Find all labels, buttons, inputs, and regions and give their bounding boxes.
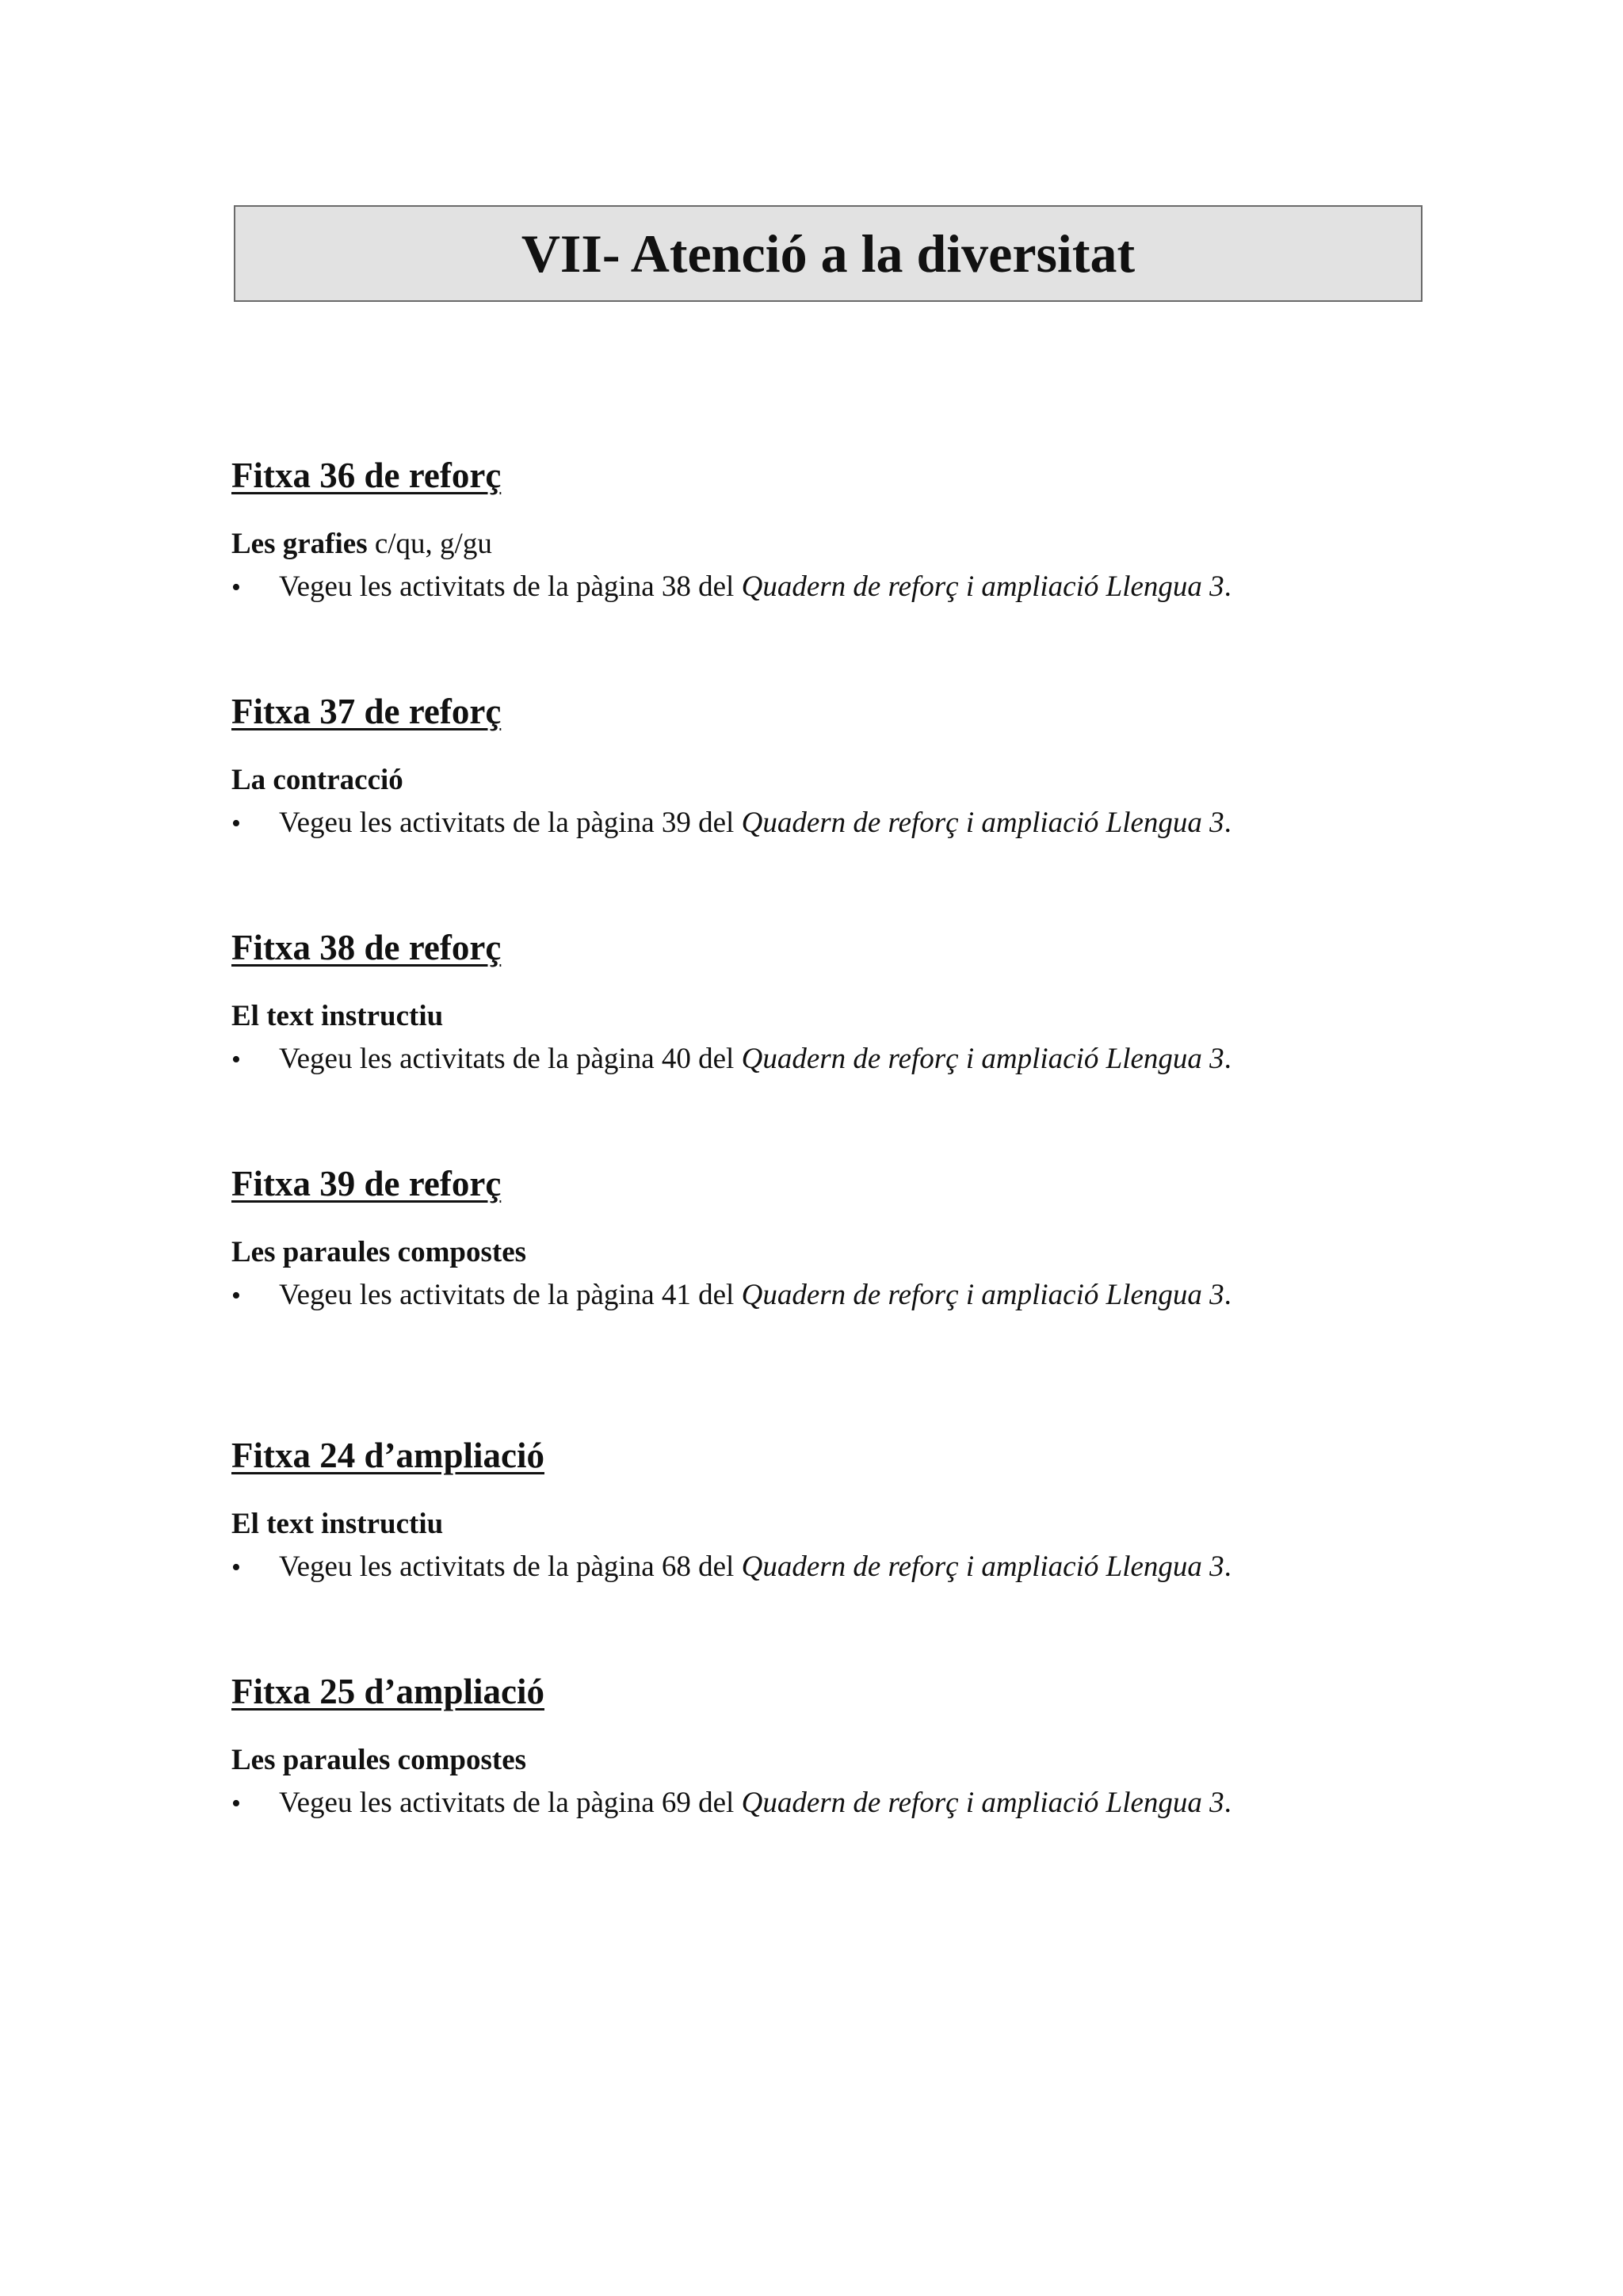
activity-bullet (231, 1042, 1468, 1077)
topic-bold: Les grafies (231, 527, 368, 560)
chapter-title: VII- Atenció a la diversitat (521, 223, 1136, 284)
chapter-title-box (234, 205, 1423, 302)
fitxa-topic (231, 1235, 1468, 1270)
bullet-text (279, 1042, 1232, 1077)
bullet-icon: • (231, 1281, 241, 1311)
bullet-suffix: . (1224, 807, 1232, 840)
fitxa-topic (231, 1743, 1468, 1778)
fitxa-heading: Fitxa 37 de reforç (231, 692, 502, 731)
activity-bullet (231, 1550, 1468, 1585)
fitxa-topic (231, 763, 1468, 798)
bullet-text (279, 570, 1232, 605)
bullet-suffix: . (1224, 1787, 1232, 1820)
bullet-text (279, 806, 1232, 841)
bullet-icon: • (231, 573, 241, 603)
bullet-prefix: Vegeu les activitats de la pàgina 41 del (279, 1279, 742, 1312)
bullet-text (279, 1278, 1232, 1313)
topic-bold: Les paraules compostes (231, 1743, 527, 1776)
bullet-icon: • (231, 1553, 241, 1583)
topic-bold: El text instructiu (231, 999, 444, 1032)
bullet-prefix: Vegeu les activitats de la pàgina 68 del (279, 1550, 742, 1584)
fitxa-section (231, 456, 1468, 605)
bullet-prefix: Vegeu les activitats de la pàgina 69 del (279, 1787, 742, 1820)
fitxa-topic (231, 999, 1468, 1034)
book-title: Quadern de reforç i ampliació Llengua 3 (741, 807, 1224, 840)
book-title: Quadern de reforç i ampliació Llengua 3 (741, 570, 1224, 604)
fitxa-section (231, 692, 1468, 841)
bullet-suffix: . (1224, 1279, 1232, 1312)
book-title: Quadern de reforç i ampliació Llengua 3 (741, 1043, 1224, 1076)
bullet-icon: • (231, 809, 241, 839)
fitxa-section (231, 1436, 1468, 1585)
book-title: Quadern de reforç i ampliació Llengua 3 (741, 1787, 1224, 1820)
activity-bullet (231, 570, 1468, 605)
topic-rest: c/qu, g/gu (367, 527, 492, 560)
fitxa-topic (231, 1507, 1468, 1542)
bullet-prefix: Vegeu les activitats de la pàgina 38 del (279, 570, 742, 604)
fitxa-section (231, 1672, 1468, 1821)
bullet-suffix: . (1224, 1043, 1232, 1076)
fitxa-heading: Fitxa 25 d’ampliació (231, 1672, 544, 1711)
bullet-suffix: . (1224, 1550, 1232, 1584)
bullet-icon: • (231, 1045, 241, 1075)
fitxa-section (231, 1164, 1468, 1314)
fitxa-heading: Fitxa 39 de reforç (231, 1164, 502, 1203)
bullet-prefix: Vegeu les activitats de la pàgina 39 del (279, 807, 742, 840)
topic-bold: La contracció (231, 763, 403, 796)
activity-bullet (231, 1786, 1468, 1821)
fitxa-section (231, 928, 1468, 1077)
activity-bullet (231, 1278, 1468, 1313)
fitxa-heading: Fitxa 36 de reforç (231, 456, 502, 495)
fitxa-heading: Fitxa 38 de reforç (231, 928, 502, 967)
book-title: Quadern de reforç i ampliació Llengua 3 (741, 1279, 1224, 1312)
bullet-text (279, 1786, 1232, 1821)
topic-bold: El text instructiu (231, 1507, 444, 1540)
activity-bullet (231, 806, 1468, 841)
bullet-icon: • (231, 1789, 241, 1819)
fitxa-topic (231, 527, 1468, 562)
fitxa-heading: Fitxa 24 d’ampliació (231, 1436, 544, 1475)
book-title: Quadern de reforç i ampliació Llengua 3 (741, 1550, 1224, 1584)
topic-bold: Les paraules compostes (231, 1235, 527, 1268)
bullet-text (279, 1550, 1232, 1585)
bullet-suffix: . (1224, 570, 1232, 604)
bullet-prefix: Vegeu les activitats de la pàgina 40 del (279, 1043, 742, 1076)
